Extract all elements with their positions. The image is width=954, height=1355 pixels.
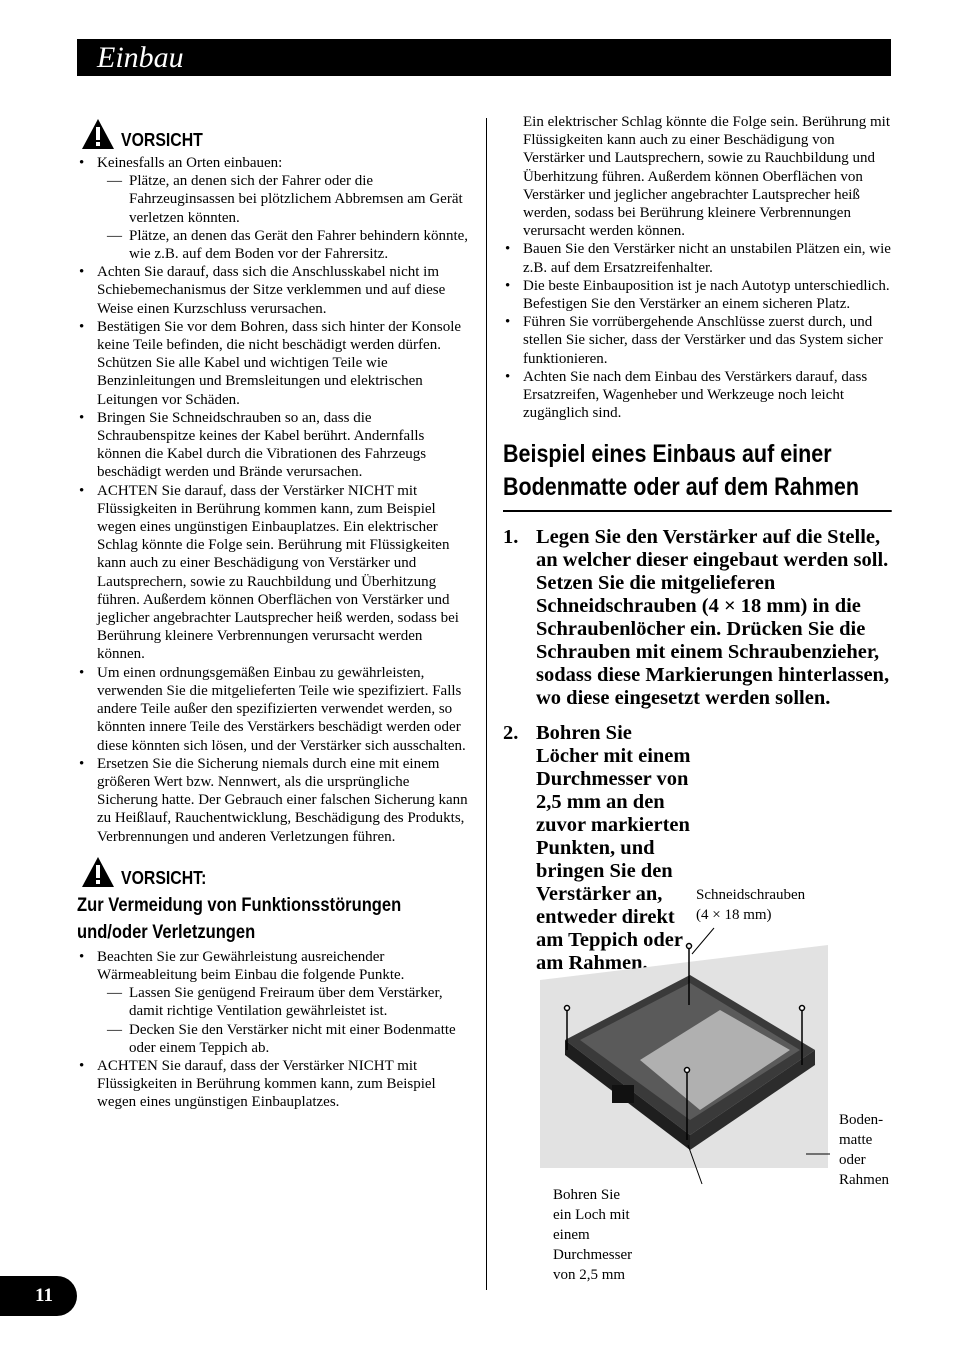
- caution-label: VORSICHT:: [121, 867, 207, 888]
- list-item: • Ersetzen Sie die Sicherung niemals durch eine mit einem größeren Wert bzw. Nennwert, als die ursprüngliche Sicherung hatte. Der Gebrauch einer falschen Sicherung kann zu Heißlauf, Rauchentwicklung, Beschädigung des Produkts, Verbrennungen und anderen Verletzungen führen.: [77, 755, 469, 846]
- list-item: • ACHTEN Sie darauf, dass der Verstärker NICHT mit Flüssigkeiten in Berührung kommen kann, zum Beispiel wegen eines ungünstigen Einbauplatzes. Ein elektrischer Schlag könnte die Folge sein. Berührung mit Flüssigkeiten kann auch zu einer Beschädigung von Verstärker und Lautsprechern, sowie zu Rauchbildung und Überhitzung führen. Außerdem können Oberflächen von Verstärker und jeglicher angebrachter Lautsprecher heiß werden, sodass bei Berührung kleinere Verbrennungen verursacht werden können.: [77, 482, 469, 664]
- step-number: 1.: [503, 526, 519, 549]
- label-screws: Schneidschrauben (4 × 18 mm): [696, 887, 806, 923]
- list-item: • Bauen Sie den Verstärker nicht an unstabilen Plätzen ein, wie z.B. auf dem Ersatzreifenhalter.: [503, 240, 891, 276]
- caution-label: VORSICHT: [121, 130, 203, 150]
- list-item-text: Beachten Sie zur Gewährleistung ausreichender Wärmeableitung beim Einbau die folgende Punkte.: [97, 948, 405, 983]
- step-text: Legen Sie den Verstärker auf die Stelle, an welcher dieser eingebaut werden soll. Setzen Sie die mitgelieferen Schneidschrauben (4 × 18 mm) in die Schraubenlöcher ein. Drücken Sie die Schrauben mit einem Schraubenzieher, sodass diese Markierungen hinterlassen, wo diese eingesetzt werden sollen.: [536, 526, 890, 710]
- sub-list-item: — Lassen Sie genügend Freiraum über dem Verstärker, damit richtige Ventilation gewährleistet ist.: [97, 984, 469, 1020]
- amplifier-terminals: [612, 1085, 634, 1103]
- sub-list-item: — Plätze, an denen das Gerät den Fahrer behindern könnte, wie z.B. auf dem Boden vor der Fahrersitz.: [97, 227, 469, 263]
- page-number: 11: [35, 1285, 53, 1306]
- list-item: • ACHTEN Sie darauf, dass der Verstärker NICHT mit Flüssigkeiten in Berührung kommen kann, zum Beispiel wegen eines ungünstigen Einbauplatzes.: [77, 1057, 469, 1112]
- list-item: • Die beste Einbauposition ist je nach Autotyp unterschiedlich. Befestigen Sie den Verstärker an einem sicheren Platz.: [503, 277, 891, 313]
- list-item-text: Keinesfalls an Orten einbauen:: [97, 155, 283, 171]
- caution-subtitle: Zur Vermeidung von Funktionsstörungen und/oder Verletzungen: [77, 894, 402, 943]
- sub-list-item: — Decken Sie den Verstärker nicht mit einer Bodenmatte oder einem Teppich ab.: [97, 1021, 469, 1057]
- label-drill-hole: Bohren Sie ein Loch mit einem Durchmesser von 2,5 mm: [553, 1187, 633, 1283]
- list-item: • Führen Sie vorrübergehende Anschlüsse zuerst durch, und stellen Sie sicher, dass der Verstärker und das System sicher funktionieren.: [503, 313, 891, 368]
- section-heading: Beispiel eines Einbaus auf einer Bodenmatte oder auf dem Rahmen: [503, 438, 892, 512]
- page-title: Einbau: [97, 41, 184, 74]
- list-item: • Bestätigen Sie vor dem Bohren, dass sich hinter der Konsole keine Teile befinden, die nicht beschädigt werden dürfen. Schützen Sie alle Kabel und wichtigen Teile wie Benzinleitungen und Bremsleitungen und elektrischen Leitungen vor Schäden.: [77, 318, 469, 409]
- step-number: 2.: [503, 722, 519, 745]
- page-number-tab: [0, 1276, 77, 1316]
- sub-list-item: — Plätze, an denen sich der Fahrer oder die Fahrzeuginsassen bei plötzlichem Abbremsen am Gerät verletzen könnten.: [97, 172, 469, 227]
- list-item: • Achten Sie darauf, dass sich die Anschlusskabel nicht im Schiebemechanismus der Sitze verklemmen und auf diese Weise einen Kurzschluss verursachen.: [77, 263, 469, 318]
- list-item: • Um einen ordnungsgemäßen Einbau zu gewährleisten, verwenden Sie die mitgelieferten Teile wie spezifiziert. Falls andere Teile außer den spezifizierten verwendet werden, so könnten innere Teile des Verstärkers beschädigt werden oder diese könnten sich lösen, und der Verstärker sich ausschalten.: [77, 664, 469, 755]
- label-floor-mat: Boden- matte oder Rahmen: [839, 1112, 889, 1188]
- list-item: • Achten Sie nach dem Einbau des Verstärkers darauf, dass Ersatzreifen, Wagenheber und Werkzeuge noch leicht zugänglich sind.: [503, 368, 891, 423]
- list-item: • Bringen Sie Schneidschrauben so an, dass die Schraubenspitze keines der Kabel berührt. Andernfalls können die Kabel durch die Vibrationen des Fahrzeugs beschädigt werden und Brände verursachen.: [77, 409, 469, 482]
- list-item-continued: Ein elektrischer Schlag könnte die Folge sein. Berührung mit Flüssigkeiten kann auch zu einer Beschädigung von Verstärker und Lautsprechern, sowie zu Rauchbildung und Überhitzung führen. Außerdem können Oberflächen von Verstärker und jeglicher angebrachter Lautsprecher heiß werden, sodass bei Berührung kleinere Verbrennungen verursacht werden können.: [523, 114, 891, 240]
- step-text: Bohren Sie Löcher mit einem Durchmesser von 2,5 mm an den zuvor markierten Punkten, und bringen Sie den Verstärker an, entweder direkt am Teppich oder am Rahmen.: [536, 722, 691, 975]
